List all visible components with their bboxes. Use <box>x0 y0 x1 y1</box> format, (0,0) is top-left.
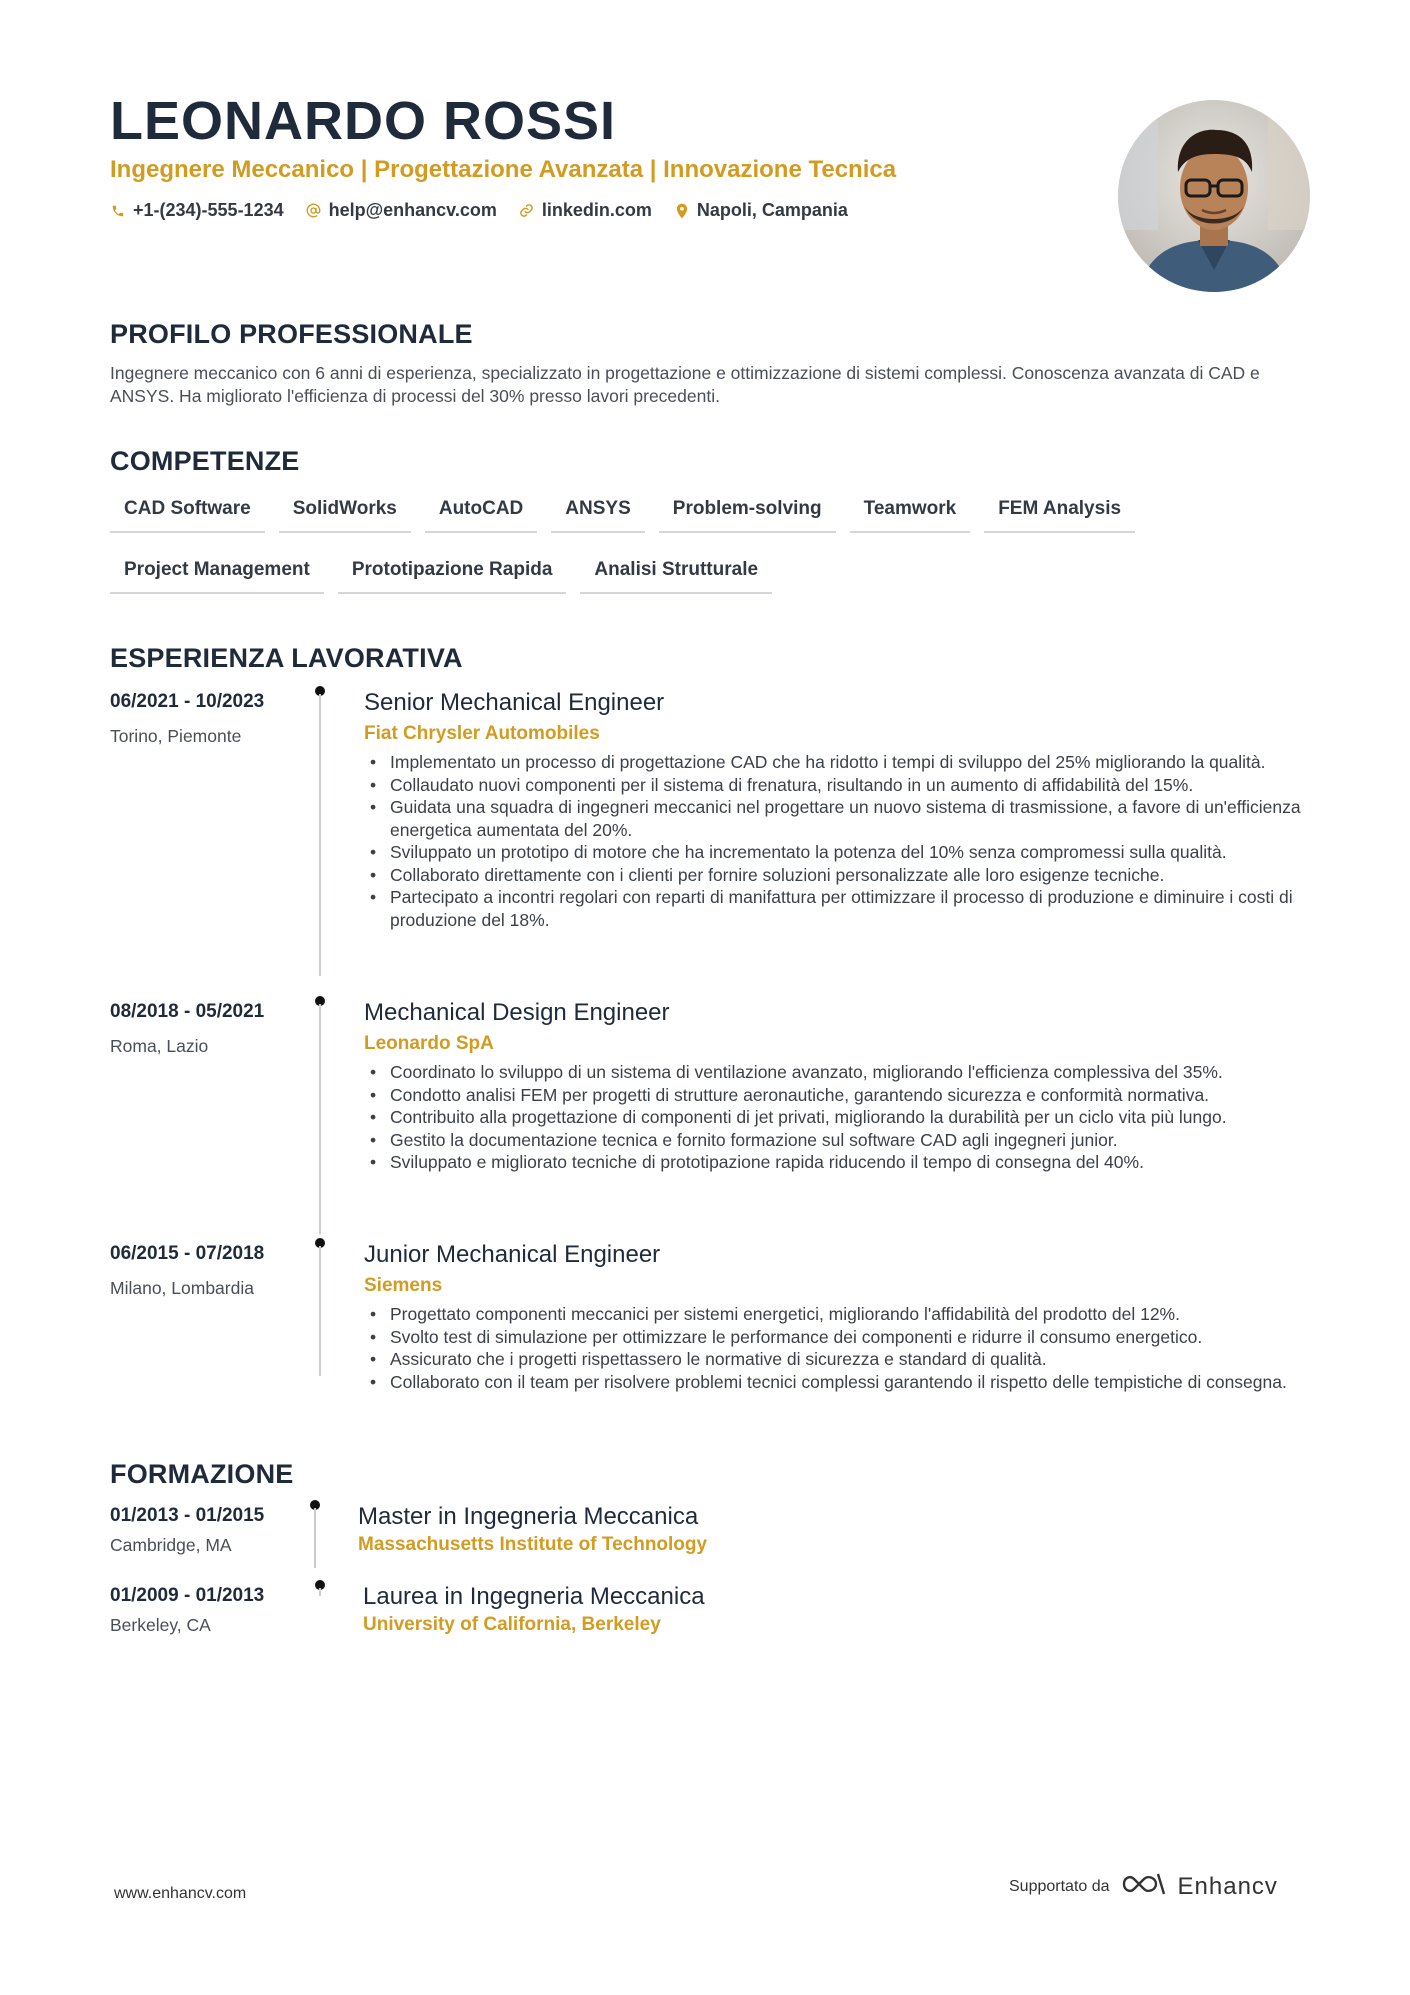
education-degree: Laurea in Ingegneria Meccanica <box>363 1583 705 1610</box>
job-bullet: • Contribuito alla progettazione di componenti di jet privati, migliorando la durabilità per un ciclo vita più lungo. <box>390 1106 1325 1129</box>
job-dates: 06/2021 - 10/2023 <box>110 691 265 712</box>
job-location: Milano, Lombardia <box>110 1278 254 1298</box>
education-dates: 01/2013 - 01/2015 <box>110 1505 265 1526</box>
skill-tag: FEM Analysis <box>984 488 1135 533</box>
job-title: Mechanical Design Engineer <box>364 999 670 1026</box>
job-bullet: • Gestito la documentazione tecnica e fornito formazione sul software CAD agli ingegneri junior. <box>390 1129 1325 1152</box>
job-bullets <box>390 1061 1325 1174</box>
job-bullet: • Condotto analisi FEM per progetti di strutture aeronautiche, garantendo sicurezza e conformità normativa. <box>390 1084 1325 1107</box>
profile-section-title: PROFILO PROFESSIONALE <box>110 319 473 349</box>
job-bullet: • Guidata una squadra di ingegneri meccanici nel progettare un nuovo sistema di trasmissione, a favore di un'efficienza energetica aumentata del 20%. <box>390 796 1325 841</box>
job-bullet: • Svolto test di simulazione per ottimizzare le performance dei componenti e ridurre il consumo energetico. <box>390 1326 1325 1349</box>
job-bullet: • Sviluppato e migliorato tecniche di prototipazione rapida riducendo il tempo di consegna del 40%. <box>390 1151 1325 1174</box>
job-bullet: • Progettato componenti meccanici per sistemi energetici, migliorando l'affidabilità del prodotto del 12%. <box>390 1303 1325 1326</box>
skills-row <box>110 488 1300 533</box>
job-location: Torino, Piemonte <box>110 726 242 746</box>
phone-icon <box>110 203 126 219</box>
contact-bar <box>110 200 848 221</box>
job-bullet: • Assicurato che i progetti rispettassero le normative di sicurezza e standard di qualità. <box>390 1348 1325 1371</box>
enhancv-logo-icon <box>1120 1870 1168 1903</box>
link-icon <box>519 203 535 219</box>
skill-tag: AutoCAD <box>425 488 537 533</box>
candidate-name: LEONARDO ROSSI <box>110 91 617 151</box>
job-company: Siemens <box>364 1275 443 1296</box>
brand-name: Enhancv <box>1177 1872 1278 1900</box>
skill-tag: Project Management <box>110 549 324 594</box>
skills-list <box>110 488 1300 610</box>
education-section-title: FORMAZIONE <box>110 1459 294 1489</box>
footer-branding[interactable] <box>1009 1870 1278 1903</box>
skill-tag: SolidWorks <box>279 488 411 533</box>
email-text: help@enhancv.com <box>328 200 497 220</box>
education-location: Berkeley, CA <box>110 1615 211 1635</box>
job-title: Junior Mechanical Engineer <box>364 1241 661 1268</box>
job-bullets <box>390 1303 1325 1393</box>
contact-email[interactable] <box>306 200 497 221</box>
timeline-line <box>319 694 321 976</box>
experience-section-title: ESPERIENZA LAVORATIVA <box>110 643 463 673</box>
job-bullet: • Collaborato direttamente con i clienti per fornire soluzioni personalizzate alle loro esigenze tecniche. <box>390 864 1325 887</box>
education-school: Massachusetts Institute of Technology <box>358 1534 708 1555</box>
job-title: Senior Mechanical Engineer <box>364 689 665 716</box>
job-bullet: • Collaudato nuovi componenti per il sistema di frenatura, risultando in un aumento di affidabilità del 15%. <box>390 774 1325 797</box>
skill-tag: CAD Software <box>110 488 265 533</box>
location-text: Napoli, Campania <box>696 200 848 220</box>
candidate-headline: Ingegnere Meccanico | Progettazione Avanzata | Innovazione Tecnica <box>110 156 897 183</box>
skill-tag: ANSYS <box>551 488 644 533</box>
timeline-line <box>319 1004 321 1234</box>
map-pin-icon <box>674 203 690 219</box>
job-company: Leonardo SpA <box>364 1033 494 1054</box>
skill-tag: Problem-solving <box>659 488 836 533</box>
skills-section-title: COMPETENZE <box>110 446 300 476</box>
timeline-line <box>319 1246 321 1376</box>
education-dates: 01/2009 - 01/2013 <box>110 1585 265 1606</box>
education-degree: Master in Ingegneria Meccanica <box>358 1503 699 1530</box>
timeline-line <box>319 1588 321 1596</box>
job-dates: 08/2018 - 05/2021 <box>110 1001 265 1022</box>
footer-website-link[interactable]: www.enhancv.com <box>114 1885 247 1902</box>
skill-tag: Analisi Strutturale <box>580 549 772 594</box>
job-bullet: • Sviluppato un prototipo di motore che ha incrementato la potenza del 10% senza compromessi sulla qualità. <box>390 841 1325 864</box>
contact-phone[interactable] <box>110 200 284 221</box>
at-sign-icon <box>306 203 322 219</box>
education-location: Cambridge, MA <box>110 1535 232 1555</box>
profile-summary: Ingegnere meccanico con 6 anni di esperienza, specializzato in progettazione e ottimizzazione di sistemi complessi. Conoscenza avanzata di CAD e ANSYS. Ha migliorato l'efficienza di processi del 30% presso lavori precedenti. <box>110 363 1260 406</box>
job-dates: 06/2015 - 07/2018 <box>110 1243 265 1264</box>
job-bullets <box>390 751 1325 931</box>
timeline-line <box>314 1508 316 1568</box>
job-bullet: • Collaborato con il team per risolvere problemi tecnici complessi garantendo il rispetto delle tempistiche di consegna. <box>390 1371 1325 1394</box>
job-bullet: • Partecipato a incontri regolari con reparti di manifattura per ottimizzare il processo di produzione e diminuire i costi di produzione del 18%. <box>390 886 1325 931</box>
skill-tag: Prototipazione Rapida <box>338 549 567 594</box>
skill-tag: Teamwork <box>850 488 971 533</box>
education-school: University of California, Berkeley <box>363 1614 661 1635</box>
contact-linkedin[interactable] <box>519 200 652 221</box>
job-location: Roma, Lazio <box>110 1036 209 1056</box>
profile-photo <box>1118 100 1310 292</box>
linkedin-text: linkedin.com <box>541 200 652 220</box>
powered-by-label: Supportato da <box>1009 1877 1110 1895</box>
job-company: Fiat Chrysler Automobiles <box>364 723 600 744</box>
contact-location <box>674 200 848 221</box>
job-bullet: • Coordinato lo sviluppo di un sistema di ventilazione avanzato, migliorando l'efficienza complessiva del 35%. <box>390 1061 1325 1084</box>
job-bullet: • Implementato un processo di progettazione CAD che ha ridotto i tempi di sviluppo del 25% migliorando la qualità. <box>390 751 1325 774</box>
phone-text: +1-(234)-555-1234 <box>133 200 284 220</box>
skills-row <box>110 549 1300 594</box>
